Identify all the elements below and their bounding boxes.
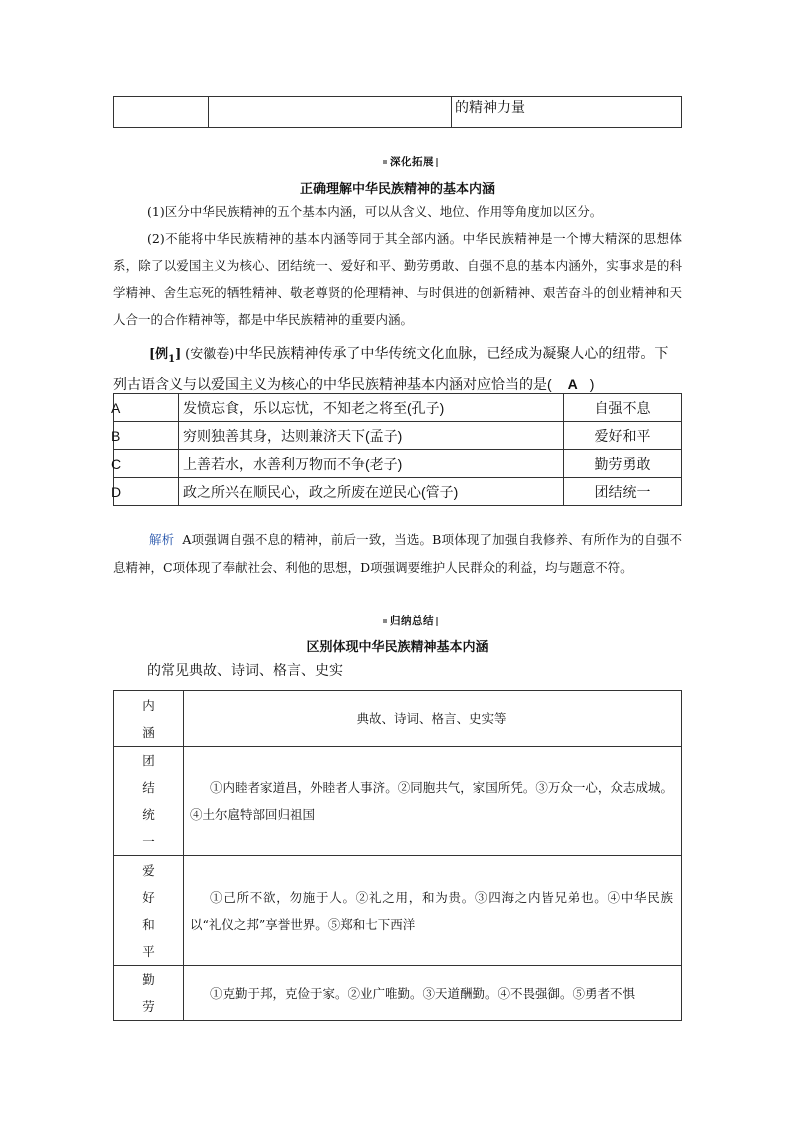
header-value-cell: 典故、诗词、格言、史实等 xyxy=(184,691,682,747)
example-number: 1 xyxy=(168,354,176,365)
option-letter: D xyxy=(111,483,122,500)
table-row xyxy=(114,394,682,422)
key-char: 和 xyxy=(142,916,155,932)
paragraph-1: (1)区分中华民族精神的五个基本内涵，可以从含义、地位、作用等角度加以区分。 xyxy=(147,204,603,219)
table-row xyxy=(114,422,682,450)
analysis-text: A项强调自强不息的精神，前后一致，当选。B项体现了加强自我修养、有所作为的自强不息精神，C项体现了奉献社会、利他的思想，D项强调要维护人民群众的利益，均与题意不符。 xyxy=(113,532,682,575)
analysis-label: 解析 xyxy=(149,533,175,547)
option-quote: 上善若水，水善利万物而不争(老子) xyxy=(179,450,564,478)
table-row xyxy=(114,691,682,747)
key-char: 统 xyxy=(142,807,155,822)
summary-subheading: 的常见典故、诗词、格言、史实 xyxy=(147,662,343,678)
analysis-paragraph xyxy=(113,526,682,581)
answer: A xyxy=(567,376,578,392)
option-spirit: 勤劳勇敢 xyxy=(564,450,682,478)
value-cell: ①克勤于邦，克俭于家。②业广唯勤。③天道酬勤。④不畏强御。⑤勇者不惧 xyxy=(184,966,682,1021)
option-letter: B xyxy=(111,427,121,444)
section-badge-deepening xyxy=(370,155,450,169)
summary-heading: 区别体现中华民族精神基本内涵 xyxy=(306,640,489,655)
header-key-cell xyxy=(114,691,184,747)
key-cell xyxy=(114,747,184,856)
table-cell xyxy=(209,97,452,128)
key-char: 团 xyxy=(142,753,155,768)
header-char: 涵 xyxy=(142,724,155,740)
option-spirit: 爱好和平 xyxy=(564,422,682,450)
option-cell xyxy=(111,450,179,478)
option-cell xyxy=(111,394,179,422)
option-letter: C xyxy=(111,455,122,472)
section-heading: 正确理解中华民族精神的基本内涵 xyxy=(299,182,495,197)
table-row xyxy=(114,747,682,856)
option-letter: A xyxy=(111,399,121,416)
key-char: 劳 xyxy=(142,999,155,1014)
badge-label: 归纳总结 xyxy=(390,615,434,627)
table-row xyxy=(114,450,682,478)
example-end: ) xyxy=(589,376,595,392)
option-spirit: 团结统一 xyxy=(564,478,682,506)
section-badge-summary xyxy=(370,614,450,628)
table-cell xyxy=(114,97,209,128)
key-char: 勤 xyxy=(142,972,155,987)
key-char: 爱 xyxy=(142,862,155,878)
table-cell: 的精神力量 xyxy=(452,97,682,128)
example-tag-close: ] xyxy=(175,347,182,362)
example-source: (安徽卷) xyxy=(185,347,235,362)
example-question xyxy=(113,341,682,396)
value-cell: ①己所不欲，勿施于人。②礼之用，和为贵。③四海之内皆兄弟也。④中华民族以“礼仪之邦”享誉世界。⑤郑和七下西洋 xyxy=(184,856,682,966)
badge-label: 深化拓展 xyxy=(390,156,434,168)
key-char: 一 xyxy=(142,834,155,849)
option-cell xyxy=(111,422,179,450)
table-row xyxy=(114,478,682,506)
previous-table-fragment xyxy=(113,96,682,128)
example-tag: [例 xyxy=(149,347,169,362)
key-char: 结 xyxy=(142,780,155,795)
options-table xyxy=(113,393,682,506)
option-quote: 发愤忘食，乐以忘忧，不知老之将至(孔子) xyxy=(179,394,564,422)
option-spirit: 自强不息 xyxy=(564,394,682,422)
option-quote: 政之所兴在顺民心，政之所废在逆民心(管子) xyxy=(179,478,564,506)
header-char: 内 xyxy=(142,697,155,713)
paragraph-2: (2)不能将中华民族精神的基本内涵等同于其全部内涵。中华民族精神是一个博大精深的思想体系，除了以爱国主义为核心、团结统一、爱好和平、勤劳勇敢、自强不息的基本内涵外，实事求是的科学精神、舍生忘死的牺牲精神、敬老尊贤的伦理精神、与时俱进的创新精神、艰苦奋斗的创业精神和天人合一的合作精神等，都是中华民族精神的重要内涵。 xyxy=(113,231,682,327)
summary-table xyxy=(113,690,682,1021)
example-text: 中华民族精神传承了中华传统文化血脉，已经成为凝聚人心的纽带。下列古语含义与以爱国主义为核心的中华民族精神基本内涵对应恰当的是( xyxy=(113,345,669,392)
table-row xyxy=(114,966,682,1021)
table-row xyxy=(114,856,682,966)
key-char: 好 xyxy=(142,889,155,905)
key-cell xyxy=(114,966,184,1021)
option-quote: 穷则独善其身，达则兼济天下(孟子) xyxy=(179,422,564,450)
value-cell: ①内睦者家道昌，外睦者人事济。②同胞共气，家国所凭。③万众一心，众志成城。④土尔扈特部回归祖国 xyxy=(184,747,682,856)
key-cell xyxy=(114,856,184,966)
key-char: 平 xyxy=(142,943,155,959)
option-cell xyxy=(111,478,179,506)
